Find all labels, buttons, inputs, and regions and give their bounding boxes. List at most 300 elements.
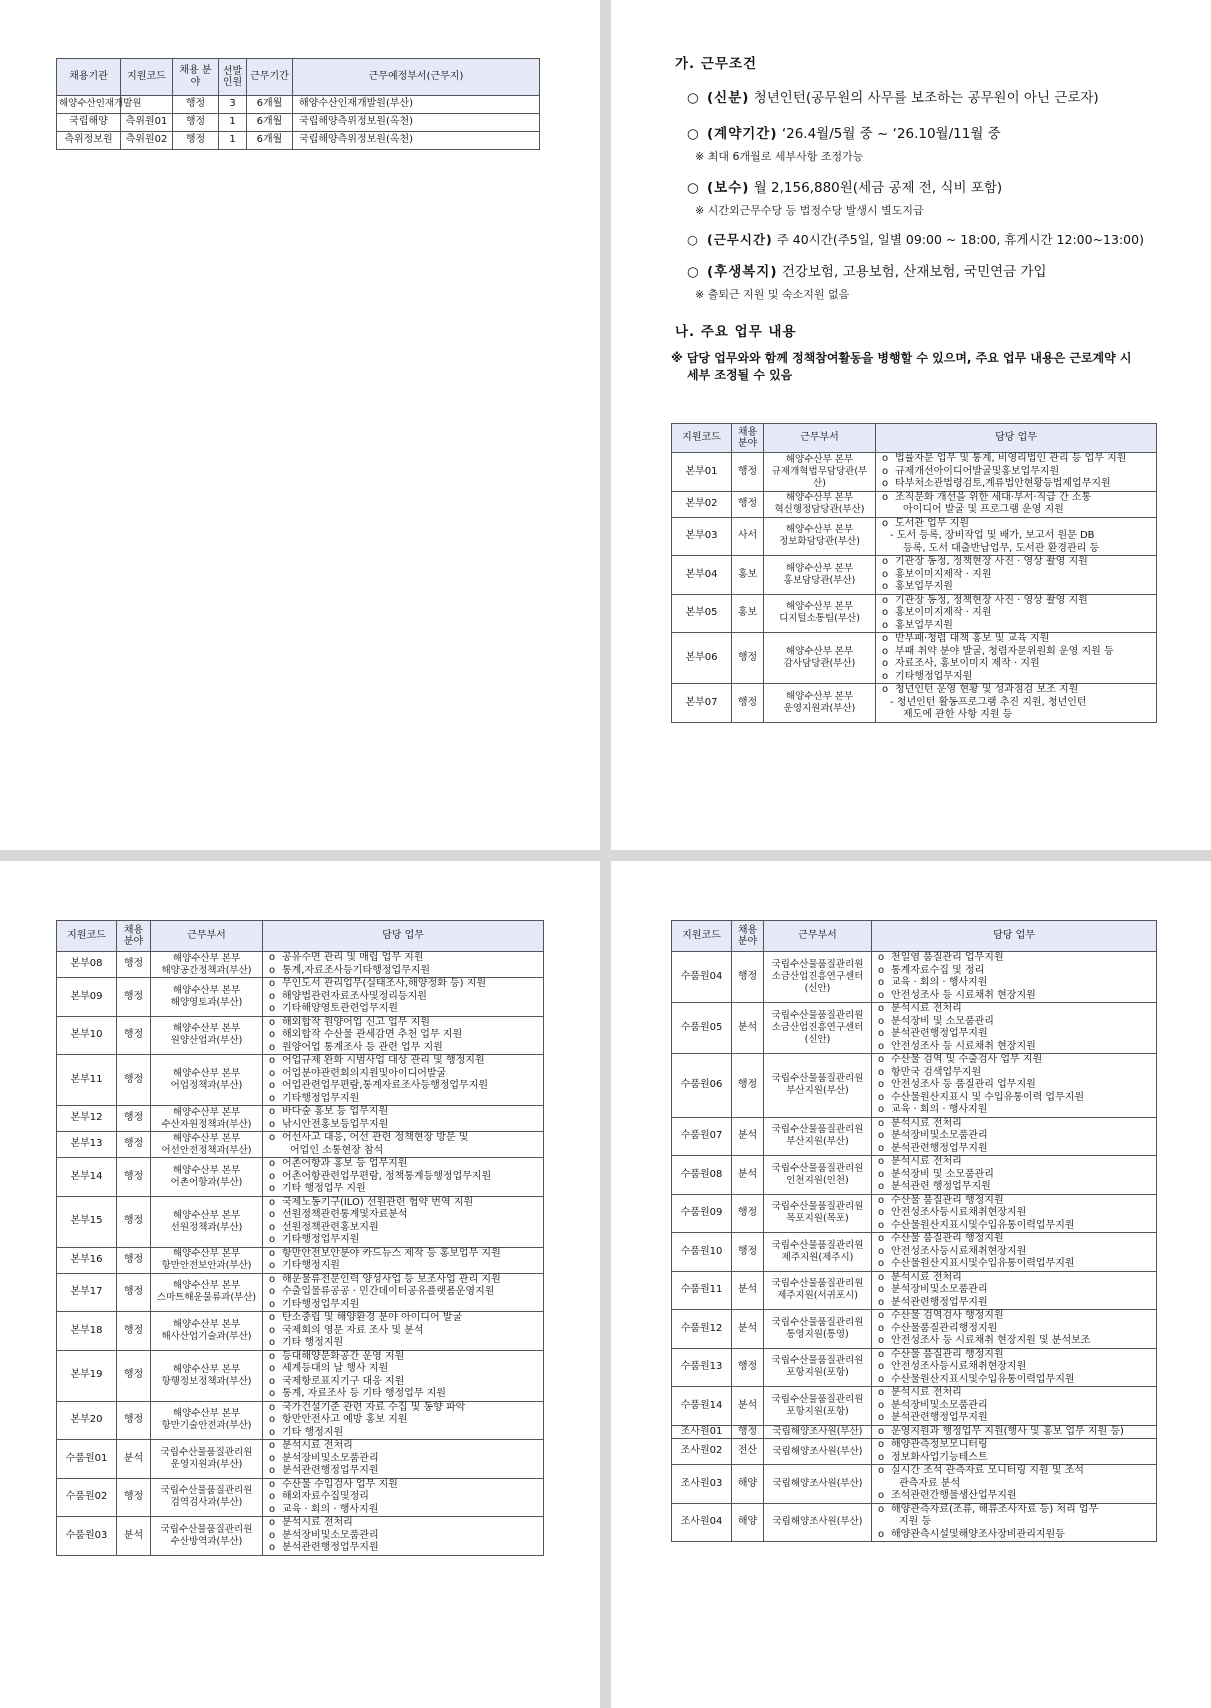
code-cell: 수품원07 (672, 1117, 732, 1156)
table-row (672, 1425, 1157, 1439)
duty-item: o 분석관련행정업무지원 (878, 1142, 988, 1154)
duty-item: o 기타행정업무지원 (269, 1234, 360, 1245)
code-cell: 본부01 (672, 453, 732, 492)
dept-cell: 국립해양조사원(부산) (764, 1425, 872, 1439)
dept-cell: 국립수산물품질관리원 포항지원(포항) (764, 1387, 872, 1426)
duty-item: 지원 등 (899, 1516, 932, 1527)
table-row (57, 96, 540, 114)
duties-table-hq-08-qa-03 (56, 920, 544, 1556)
duty-item: o 정보화사업기능테스트 (878, 1451, 988, 1463)
field-cell: 분석 (117, 1517, 151, 1556)
duty-item: o 해외합작 원양어업 신고 업무 지원 (269, 1016, 430, 1028)
bullet-circle-icon: ○ (687, 264, 699, 280)
header-count: 선발 인원 (219, 59, 247, 96)
duty-item: o 분석관련행정업무지원 (878, 1296, 988, 1308)
duties-cell (263, 1016, 544, 1055)
duties-cell (263, 1247, 544, 1273)
bullet-circle-icon: o (882, 607, 889, 618)
bullet-circle-icon: o (269, 1426, 276, 1438)
duties-cell (263, 1440, 544, 1479)
duties-cell (263, 1273, 544, 1312)
table-row (57, 1132, 544, 1158)
bullet-circle-icon: o (882, 670, 889, 682)
condition-welfare: ○ (후생복지) 건강보험, 고용보험, 산재보험, 국민연금 가입 (687, 264, 1047, 280)
table-row (672, 453, 1157, 492)
bullet-circle-icon: o (269, 1067, 276, 1079)
dept-cell: 국립수산물품질관리원 제주지원(서귀포시) (764, 1271, 872, 1310)
table-row (672, 556, 1157, 595)
field-cell: 행정 (732, 1054, 764, 1118)
duty-item: o 기타 행정지원 (269, 1337, 344, 1348)
duties-cell (876, 556, 1157, 595)
duties-cell (263, 1132, 544, 1158)
duty-item: o 세계등대의 날 행사 지원 (269, 1363, 389, 1374)
bullet-circle-icon: o (878, 1528, 885, 1540)
table-row (57, 1158, 544, 1197)
field-cell: 분석 (732, 1387, 764, 1426)
header-duties: 담당 업무 (872, 921, 1157, 952)
header-duties: 담당 업무 (263, 921, 544, 952)
table-row (672, 1117, 1157, 1156)
bullet-circle-icon: o (269, 1106, 276, 1117)
dept-cell: 해양수산부 본부 해양공간정책과(부산) (151, 952, 263, 978)
dept-cell: 해양수산부 본부 원양산업과(부산) (151, 1016, 263, 1055)
bullet-circle-icon: o (878, 1091, 885, 1103)
bullet-circle-icon: o (269, 1080, 276, 1091)
code-cell: 수품원10 (672, 1233, 732, 1272)
header-field: 채용 분야 (732, 921, 764, 952)
bullet-circle-icon: o (269, 1503, 276, 1515)
field-cell: 행정 (732, 684, 764, 723)
table-row (672, 491, 1157, 517)
duty-item: o 해양법관련자료조사및정리등지원 (269, 990, 427, 1002)
duties-cell (263, 952, 544, 978)
period-cell: 6개월 (247, 96, 293, 114)
duty-item: o 수산물품질관리행정지원 (878, 1322, 998, 1334)
count-cell: 3 (219, 96, 247, 114)
count-cell: 1 (219, 114, 247, 132)
duty-item: o 기타행정업무지원 (882, 670, 973, 682)
code-cell: 수품원06 (672, 1054, 732, 1118)
table-row (57, 1440, 544, 1479)
header-code: 지원코드 (57, 921, 117, 952)
field-cell: 행정 (173, 132, 219, 150)
table-row (672, 1503, 1157, 1542)
duty-item: o 기타해양영토관련업무지원 (269, 1003, 398, 1014)
bullet-circle-icon: o (882, 453, 889, 464)
field-cell: 행정 (117, 1247, 151, 1273)
duties-cell (872, 1194, 1157, 1233)
duties-cell (872, 1439, 1157, 1465)
bullet-circle-icon: o (878, 1465, 885, 1476)
table-row (57, 1016, 544, 1055)
duty-item: o 안전성조사 등 시료채취 현장지원 (878, 1040, 1036, 1052)
table-row (57, 1401, 544, 1440)
duty-item: o 수산물 검역검사 행정지원 (878, 1310, 1004, 1321)
duty-item: o 기타 행정업무 지원 (269, 1183, 366, 1194)
bullet-circle-icon: o (878, 1066, 885, 1078)
bullet-circle-icon: o (878, 1348, 885, 1360)
bullet-circle-icon: o (269, 1491, 276, 1502)
work-conditions-section (671, 52, 1175, 384)
field-cell: 행정 (117, 1312, 151, 1351)
dept-cell: 해양수산부 본부 어촌어항과(부산) (151, 1158, 263, 1197)
table-row (672, 1054, 1157, 1118)
bullet-circle-icon: ○ (687, 90, 699, 106)
bullet-circle-icon: o (269, 1324, 276, 1336)
duty-item: 관측자료 분석 (899, 1477, 961, 1489)
duty-item: o 안전성조사등시료채취현장지원 (878, 1361, 1027, 1372)
duty-item: o 분석장비 및 소모품관리 (878, 1168, 994, 1180)
duty-item: o 수산물 품질관리 행정지원 (878, 1194, 1004, 1206)
header-dept: 근무부서 (764, 921, 872, 952)
code-cell: 수품원08 (672, 1156, 732, 1195)
field-cell: 전산 (732, 1439, 764, 1465)
bullet-circle-icon: o (882, 491, 889, 503)
duty-item: o 분석관련행정업무지원 (878, 1412, 988, 1423)
duty-item: o 등대해양문화공간 운영 지원 (269, 1350, 405, 1362)
table-row (672, 1271, 1157, 1310)
bullet-circle-icon: o (269, 1414, 276, 1425)
dept-cell: 해양수산부 본부 해양영토과(부산) (151, 978, 263, 1017)
recruitment-table (56, 58, 540, 150)
code-cell: 본부11 (57, 1055, 117, 1106)
field-cell: 분석 (732, 1117, 764, 1156)
table-row (57, 1055, 544, 1106)
bullet-circle-icon: o (269, 1388, 276, 1399)
duty-item: o 선원정책관련통계및자료분석 (269, 1209, 408, 1220)
dept-cell: 해양수산부 본부 정보화담당관(부산) (764, 517, 876, 556)
bullet-circle-icon: o (269, 1363, 276, 1374)
duties-cell (872, 1348, 1157, 1387)
period-cell: 6개월 (247, 132, 293, 150)
dept-cell: 국립수산물품질관리원 인천지원(인천) (764, 1156, 872, 1195)
duties-cell (872, 1117, 1157, 1156)
field-cell: 행정 (732, 453, 764, 492)
duty-item: o 교육 · 회의 · 행사지원 (878, 977, 988, 988)
dept-cell: 해양수산부 본부 홍보담당관(부산) (764, 556, 876, 595)
dept-cell: 국립해양조사원(부산) (764, 1503, 872, 1542)
duty-item: o 탄소중립 및 해양환경 분야 아이디어 발굴 (269, 1312, 463, 1323)
header-dept: 근무부서 (764, 424, 876, 453)
code-cell: 수품원14 (672, 1387, 732, 1426)
bullet-circle-icon: o (878, 1296, 885, 1308)
duty-item: o 분석시료 전처리 (878, 1156, 962, 1167)
bullet-circle-icon: o (878, 1451, 885, 1463)
duty-item: o 분석장비 및 소모품관리 (878, 1015, 994, 1027)
bullet-circle-icon: o (269, 1209, 276, 1220)
bullet-circle-icon: o (269, 1465, 276, 1476)
duty-item: o 어업분야관련회의지원및아이디어발굴 (269, 1067, 447, 1079)
bullet-circle-icon: o (878, 1425, 885, 1437)
duties-cell (872, 1156, 1157, 1195)
code-cell: 수품원03 (57, 1517, 117, 1556)
header-code: 지원코드 (672, 424, 732, 453)
dept-cell: 국립수산물품질관리원 목포지원(목포) (764, 1194, 872, 1233)
duty-item: o 통계자료수집 및 정리 (878, 964, 985, 976)
table-row (57, 132, 540, 150)
table-row (57, 1517, 544, 1556)
bullet-circle-icon: ○ (687, 180, 699, 196)
table-row (57, 1273, 544, 1312)
table-row (57, 952, 544, 978)
code-cell: 본부08 (57, 952, 117, 978)
duty-item: o 어업규제 완화 시범사업 대상 관리 및 행정지원 (269, 1055, 485, 1066)
duty-item: 제도에 관한 사항 지원 등 (903, 709, 1013, 720)
code-cell: 본부16 (57, 1247, 117, 1273)
duty-item: o 조석관련간행물생산업무지원 (878, 1490, 1017, 1501)
bullet-circle-icon: o (878, 1130, 885, 1141)
table-row (57, 1106, 544, 1132)
bullet-circle-icon: o (269, 1478, 276, 1490)
duty-item: o 분석시료 전처리 (269, 1517, 353, 1528)
duty-item: o 해운물류전문인력 양성사업 등 보조사업 관리 지원 (269, 1273, 501, 1285)
dept-cell: 국립수산물품질관리원 제주지원(제주시) (764, 1233, 872, 1272)
duty-item: o 청년인턴 운영 현황 및 성과점검 보조 지원 (882, 684, 1079, 695)
duties-cell (876, 453, 1157, 492)
dept-cell: 해양수산부 본부 어선안전정책과(부산) (151, 1132, 263, 1158)
header-code: 지원코드 (121, 59, 173, 96)
bullet-circle-icon: o (878, 1003, 885, 1014)
duties-cell (876, 684, 1157, 723)
bullet-circle-icon: o (878, 1181, 885, 1192)
code-cell: 본부15 (57, 1196, 117, 1247)
bullet-circle-icon: o (878, 1361, 885, 1372)
header-dept: 근무예정부서(근무지) (293, 59, 540, 96)
field-cell: 행정 (117, 1478, 151, 1517)
bullet-circle-icon: o (878, 1194, 885, 1206)
bullet-circle-icon: o (269, 952, 276, 963)
bullet-circle-icon: o (878, 1028, 885, 1039)
field-cell: 행정 (732, 1348, 764, 1387)
dept-cell: 해양수산부 본부 혁신행정담당관(부산) (764, 491, 876, 517)
duty-item: o 바다숲 홍보 등 업무지원 (269, 1106, 389, 1117)
condition-pay: ○ (보수) 월 2,156,880원(세금 공제 전, 식비 포함) (687, 180, 1003, 196)
duties-cell (263, 1401, 544, 1440)
bullet-circle-icon: o (878, 1245, 885, 1257)
table-row (672, 952, 1157, 1003)
bullet-circle-icon: o (878, 1412, 885, 1423)
bullet-circle-icon: ○ (687, 126, 699, 142)
duty-item: o 국제항로표지기구 대응 지원 (269, 1375, 405, 1387)
duties-cell (876, 491, 1157, 517)
count-cell: 1 (219, 132, 247, 150)
table-row (672, 594, 1157, 633)
duty-item: o 해양관측시설및해양조사장비관리지원등 (878, 1528, 1065, 1540)
bullet-circle-icon: o (878, 1399, 885, 1411)
bullet-circle-icon: o (882, 619, 889, 631)
code-cell: 본부13 (57, 1132, 117, 1158)
duty-item: o 안전성조사 등 시료채취 현장지원 (878, 989, 1036, 1001)
bullet-circle-icon: o (269, 1041, 276, 1053)
duties-cell (872, 1054, 1157, 1118)
org-cell: 국립해양 (57, 114, 121, 132)
duty-item: o 반부패·청렴 대책 홍보 및 교육 지원 (882, 633, 1050, 644)
bullet-circle-icon: o (269, 1286, 276, 1297)
table-row (672, 1348, 1157, 1387)
field-cell: 홍보 (732, 556, 764, 595)
code-cell: 본부19 (57, 1350, 117, 1401)
condition-status: ○ (신분) 청년인턴(공무원의 사무를 보조하는 공무원이 아닌 근로자) (687, 90, 1099, 106)
code-cell: 본부09 (57, 978, 117, 1017)
table-row (672, 1156, 1157, 1195)
section-title-duties: 나. 주요 업무 내용 (675, 324, 797, 340)
duty-item: o 타부처소관법령검토,계류법안현황등법제업무지원 (882, 478, 1111, 489)
table-row (57, 114, 540, 132)
duty-item: o 수산물원산지표시및수입유통이력업무지원 (878, 1373, 1075, 1385)
field-cell: 행정 (117, 1350, 151, 1401)
dept-cell: 국립수산물품질관리원 부산지원(부산) (764, 1117, 872, 1156)
bullet-circle-icon: o (878, 1117, 885, 1129)
duties-cell (872, 1387, 1157, 1426)
field-cell: 행정 (117, 1273, 151, 1312)
header-field: 채용 분야 (117, 921, 151, 952)
code-cell: 조사원02 (672, 1439, 732, 1465)
duty-item: o 수산물원산지표시 및 수입유통이력 업무지원 (878, 1091, 1085, 1103)
field-cell: 행정 (732, 1425, 764, 1439)
header-period: 근무기간 (247, 59, 293, 96)
bullet-circle-icon: o (269, 1092, 276, 1104)
condition-welfare-note: ※ 출퇴근 지원 및 숙소지원 없음 (695, 288, 850, 301)
duty-item: o 천일염 품질관리 업무지원 (878, 952, 1004, 963)
code-cell: 본부04 (672, 556, 732, 595)
duty-item: o 기타행정지원 (269, 1260, 340, 1271)
duty-item: o 어선사고 대응, 어선 관련 정책현장 방문 및 (269, 1132, 469, 1143)
bullet-circle-icon: o (269, 964, 276, 976)
field-cell: 행정 (117, 978, 151, 1017)
duty-item: o 기관장 동정, 정책현장 사진 · 영상 촬영 지원 (882, 594, 1088, 606)
duty-item: o 안전성조사 등 시료채취 현장지원 및 분석보조 (878, 1335, 1091, 1346)
duty-item: o 분석관련행정업무지원 (269, 1465, 379, 1476)
duty-item: o 기타행정업무지원 (269, 1092, 360, 1104)
bullet-circle-icon: o (269, 1542, 276, 1553)
section-title-conditions: 가. 근무조건 (675, 56, 758, 72)
duty-item: o 분석장비및소모품관리 (878, 1130, 988, 1141)
bullet-circle-icon: o (878, 1040, 885, 1052)
field-cell: 분석 (732, 1310, 764, 1349)
dept-cell: 국립수산물품질관리원 포항지원(포항) (764, 1348, 872, 1387)
dept-cell: 해양수산부 본부 항만안전보안과(부산) (151, 1247, 263, 1273)
bullet-circle-icon: o (878, 1490, 885, 1501)
dept-cell: 국립수산물품질관리원 소금산업진흥연구센터 (신안) (764, 1003, 872, 1054)
duty-item: o 자료조사, 홍보이미지 제작 · 지원 (882, 658, 1040, 669)
duties-cell (263, 1350, 544, 1401)
bullet-circle-icon: o (269, 1375, 276, 1387)
duty-item: o 통계, 자료조사 등 기타 행정업무 지원 (269, 1388, 446, 1399)
duty-item: o 해외자료수집및정리 (269, 1491, 369, 1502)
org-cell: 해양수산인재개발원 (57, 96, 121, 114)
bullet-circle-icon: o (269, 1401, 276, 1413)
duty-item: o 홍보업무지원 (882, 581, 953, 592)
bullet-circle-icon: o (878, 1322, 885, 1334)
bullet-circle-icon: o (878, 1335, 885, 1346)
duty-item: o 기관장 동정, 정책현장 사진 · 영상 촬영 지원 (882, 556, 1088, 567)
duties-cell (263, 1106, 544, 1132)
bullet-circle-icon: o (269, 1260, 276, 1271)
duties-cell (872, 1503, 1157, 1542)
duty-item: o 부패 취약 분야 발굴, 청렴자문위원회 운영 지원 등 (882, 645, 1114, 657)
duties-cell (872, 1233, 1157, 1272)
field-cell: 행정 (732, 491, 764, 517)
code-cell: 수품원09 (672, 1194, 732, 1233)
condition-hours: ○ (근무시간) 주 40시간(주5일, 일별 09:00 ~ 18:00, 휴게시간 12:00~13:00) (687, 232, 1144, 247)
bullet-circle-icon: o (882, 478, 889, 489)
duty-item: o 무인도서 관리업무(실태조사,해양정화 등) 지원 (269, 978, 487, 989)
field-cell: 행정 (732, 1194, 764, 1233)
field-cell: 행정 (117, 1016, 151, 1055)
bullet-circle-icon: o (269, 1003, 276, 1014)
bullet-circle-icon: o (269, 1221, 276, 1233)
duty-item: o 공유수면 관리 및 매립 업무 지원 (269, 952, 424, 963)
field-cell: 행정 (117, 1132, 151, 1158)
bullet-circle-icon: o (878, 1258, 885, 1269)
code-cell: 수품원13 (672, 1348, 732, 1387)
bullet-circle-icon: o (269, 1350, 276, 1362)
code-cell: 조사원04 (672, 1503, 732, 1542)
duty-item: o 해외합작 수산물 관세감면 추천 업무 지원 (269, 1029, 463, 1040)
duty-item: o 해양관측자료(조류, 해류조사자료 등) 처리 업무 (878, 1503, 1099, 1515)
bullet-circle-icon: o (878, 964, 885, 976)
table-row (57, 978, 544, 1017)
dept-cell: 국립수산물품질관리원 부산지원(부산) (764, 1054, 872, 1118)
bullet-circle-icon: o (878, 1207, 885, 1218)
duty-item: o 수산물 품질관리 행정지원 (878, 1348, 1004, 1360)
bullet-circle-icon: o (269, 1247, 276, 1259)
dept-cell: 해양수산부 본부 규제개혁법무담당관(부산) (764, 453, 876, 492)
code-cell: 조사원01 (672, 1425, 732, 1439)
bullet-circle-icon: o (878, 1168, 885, 1180)
field-cell: 행정 (117, 1106, 151, 1132)
code-cell: 본부12 (57, 1106, 117, 1132)
field-cell: 행정 (117, 952, 151, 978)
duties-cell (263, 1478, 544, 1517)
duty-item: o 수출입물류공공 · 민간데이터공유플랫폼운영지원 (269, 1286, 495, 1297)
table-row (57, 1350, 544, 1401)
duty-item: o 분석장비및소모품관리 (269, 1452, 379, 1464)
duties-cell (263, 1196, 544, 1247)
duty-item: - 청년인턴 활동프로그램 추진 지원, 청년인턴 (890, 696, 1087, 708)
bullet-circle-icon: o (882, 684, 889, 695)
bullet-circle-icon: o (878, 1219, 885, 1231)
duties-table-hq-01-07 (671, 423, 1157, 723)
dept-cell: 국립해양측위정보원(옥천) (293, 114, 540, 132)
bullet-circle-icon: o (269, 1132, 276, 1143)
document-page-1 (0, 0, 600, 850)
bullet-circle-icon: o (878, 1015, 885, 1027)
field-cell: 행정 (117, 1196, 151, 1247)
condition-pay-note: ※ 시간외근무수당 등 법정수당 발생시 별도지급 (695, 204, 924, 217)
duties-notice: ※ 담당 업무와와 함께 정책참여활동을 병행할 수 있으며, 주요 업무 내용은 근로계약 시 (671, 351, 1132, 365)
dept-cell: 해양수산부 본부 해사산업기술과(부산) (151, 1312, 263, 1351)
bullet-circle-icon: o (882, 633, 889, 644)
duty-item: o 교육 · 회의 · 행사지원 (878, 1104, 988, 1115)
duty-item: o 원양어업 통계조사 등 관련 업무 지원 (269, 1041, 443, 1053)
field-cell: 행정 (173, 96, 219, 114)
field-cell: 행정 (732, 633, 764, 684)
bullet-circle-icon: o (269, 1452, 276, 1464)
duty-item: o 분석시료 전처리 (878, 1387, 962, 1398)
bullet-circle-icon: o (878, 1142, 885, 1154)
field-cell: 행정 (173, 114, 219, 132)
bullet-circle-icon: o (269, 1298, 276, 1310)
duty-item: o 실시간 조석 관측자료 모니터링 지원 및 조석 (878, 1465, 1084, 1476)
duty-item: o 분석장비및소모품관리 (269, 1529, 379, 1541)
field-cell: 행정 (732, 1233, 764, 1272)
duties-cell (876, 594, 1157, 633)
duty-item: 아이디어 발굴 및 프로그램 운영 지원 (903, 504, 1064, 515)
bullet-circle-icon: o (882, 556, 889, 567)
duty-item: o 해양관측정보모니터링 (878, 1439, 988, 1450)
